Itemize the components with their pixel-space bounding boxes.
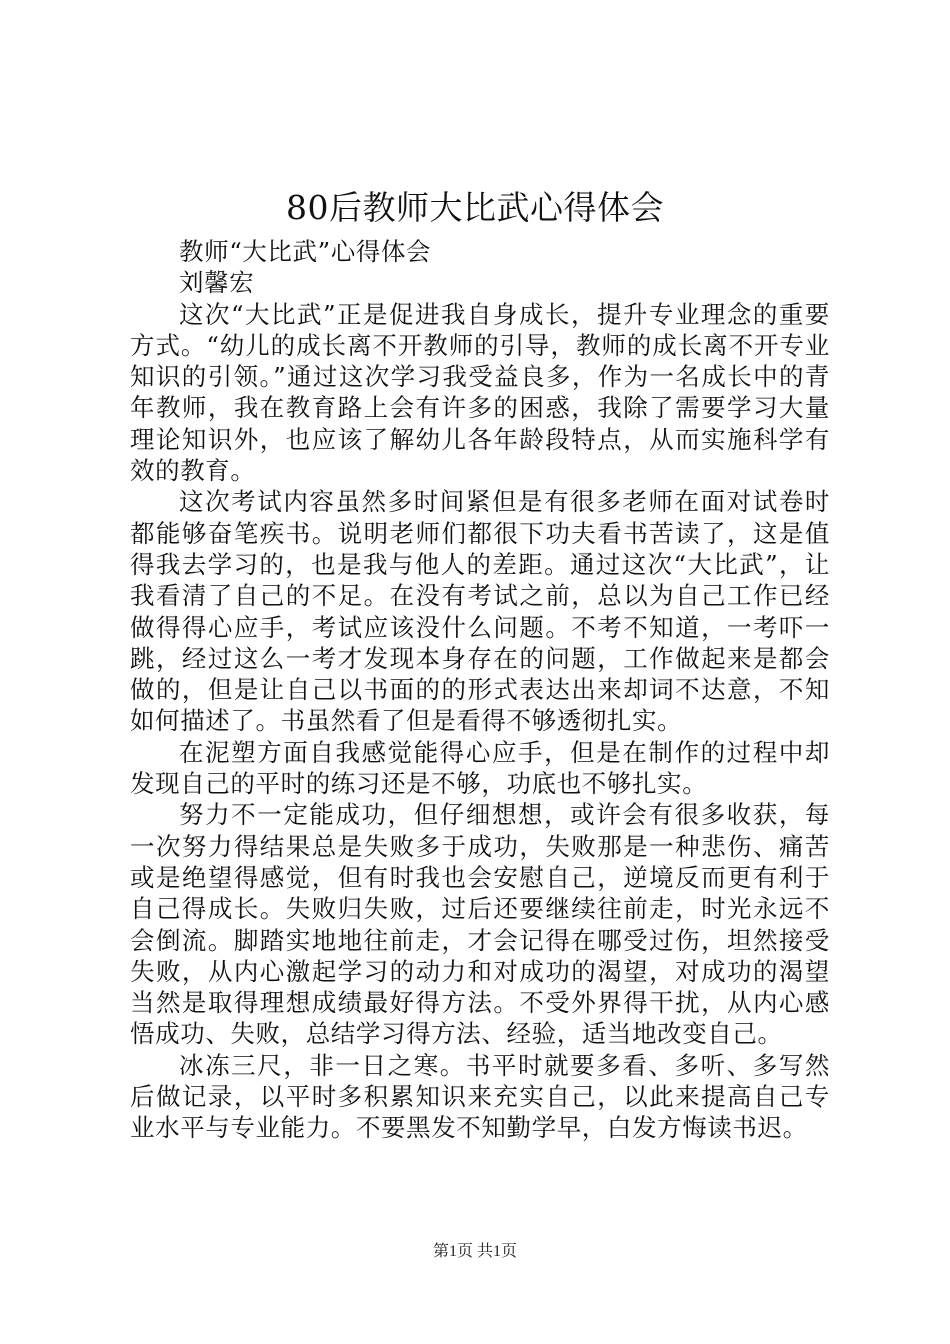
paragraph-2: 这次考试内容虽然多时间紧但是有很多老师在面对试卷时都能够奋笔疾书。说明老师们都很下功夫看书苦读了，这是值得我去学习的，也是我与他人的差距。通过这次“大比武”，让我看清了自己的不足。在没有考试之前，总以为自己工作已经做得得心应手，考试应该没什么问题。不考不知道，一考吓一跳，经过这么一考才发现本身存在的问题，工作做起来是都会做的，但是让自己以书面的的形式表达出来却词不达意，不知如何描述了。书虽然看了但是看得不够透彻扎实。: [130, 487, 830, 736]
paragraph-5: 冰冻三尺，非一日之寒。书平时就要多看、多听、多写然后做记录，以平时多积累知识来充实自己，以此来提高自己专业水平与专业能力。不要黑发不知勤学早，白发方悔读书迟。: [130, 1050, 830, 1143]
author: 刘馨宏: [179, 268, 255, 298]
document-title: 80后教师大比武心得体会: [286, 188, 664, 227]
paragraph-1: 这次“大比武”正是促进我自身成长，提升专业理念的重要方式。“幼儿的成长离不开教师的引导，教师的成长离不开专业知识的引领。”通过这次学习我受益良多，作为一名成长中的青年教师，我在教育路上会有许多的困惑，我除了需要学习大量理论知识外，也应该了解幼儿各年龄段特点，从而实施科学有效的教育。: [130, 299, 830, 486]
paragraph-4: 努力不一定能成功，但仔细想想，或许会有很多收获，每一次努力得结果总是失败多于成功，失败那是一种悲伤、痛苦或是绝望得感觉，但有时我也会安慰自己，逆境反而更有利于自己得成长。失败归失败，过后还要继续往前走，时光永远不会倒流。脚踏实地地往前走，才会记得在哪受过伤，坦然接受失败，从内心激起学习的动力和对成功的渴望，对成功的渴望当然是取得理想成绩最好得方法。不受外界得干扰，从内心感悟成功、失败，总结学习得方法、经验，适当地改变自己。: [130, 800, 830, 1049]
document-body: [130, 236, 830, 1144]
paragraph-3: 在泥塑方面自我感觉能得心应手，但是在制作的过程中却发现自己的平时的练习还是不够，功底也不够扎实。: [130, 737, 830, 799]
page-footer: 第1页 共1页: [432, 1243, 517, 1260]
subtitle: 教师“大比武”心得体会: [179, 237, 432, 266]
